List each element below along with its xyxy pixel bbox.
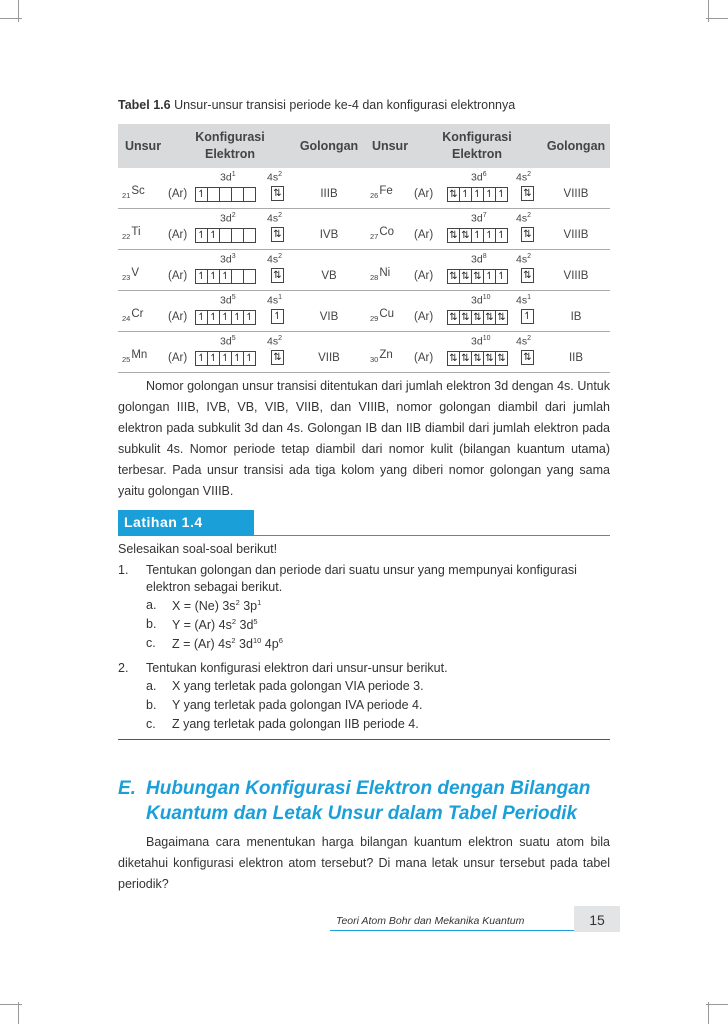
element-sym: Sc — [131, 185, 145, 197]
orbital-box: ⇅ — [460, 351, 472, 366]
element-sym: Ni — [379, 267, 391, 279]
orbital-4s-name: 4s — [516, 253, 528, 266]
noble-gas-core: (Ar) — [168, 352, 188, 364]
table-row — [118, 168, 610, 209]
golongan-value: VIIIB — [563, 188, 589, 200]
formula-part: 4p — [261, 637, 279, 652]
element-sym: Co — [379, 226, 395, 238]
footer-rule — [330, 930, 574, 931]
orbital-3d-exp: 8 — [482, 253, 487, 260]
orbital-4s-exp: 2 — [278, 212, 282, 219]
orbital-box — [244, 228, 256, 243]
header-konfigurasi-l1: Konfigurasi — [442, 130, 512, 144]
formula-sup: 2 — [231, 617, 237, 626]
table-caption-number: Tabel 1.6 — [118, 98, 171, 112]
formula-part: Z = (Ar) 4s — [172, 637, 232, 652]
orbital-box: ↿ — [195, 269, 208, 284]
orbital-3d-name: 3d — [220, 294, 232, 307]
paragraph-golongan-text: Nomor golongan unsur transisi ditentukan dari jumlah elektron 3d dengan 4s. Untuk golongan IIIB, IVB, VB, VIB, VIIB, dan VIIIB, nomor golongan diambil dari jumlah elektron pada subkulit 3d dan 4s. Golongan IB dan IIB diambil dari jumlah elektron pada subkulit 4s. Nomor periode tetap diambil dari nomor kulit (bilangan kuantum utama) terbesar. Pada unsur transisi ada tiga kolom yang diberi nomor golongan yang sama yaitu golongan VIIIB. — [118, 379, 610, 498]
noble-gas-core: (Ar) — [414, 311, 434, 323]
crop-mark — [0, 18, 22, 19]
orbital-4s-exp: 2 — [527, 171, 531, 178]
element-symbol — [122, 226, 141, 241]
section-title-line1: Hubungan Konfigurasi Elektron dengan Bilangan — [146, 778, 591, 799]
orbital-3d-boxes — [195, 351, 256, 365]
orbital-4s-name: 4s — [516, 171, 528, 184]
atomic-number: 22 — [122, 232, 131, 241]
orbital-3d-boxes — [195, 310, 256, 324]
orbital-4s-label — [267, 294, 282, 307]
header-unsur-right: Unsur — [371, 138, 409, 153]
orbital-4s-label — [516, 253, 531, 266]
atomic-number: 27 — [370, 232, 379, 241]
orbital-box: ↿ — [484, 187, 496, 202]
orbital-box — [232, 269, 244, 284]
orbital-box: ↿ — [244, 351, 256, 366]
orbital-box: ⇅ — [460, 310, 472, 325]
orbital-3d-exp: 2 — [231, 212, 236, 219]
orbital-3d-label — [220, 335, 236, 348]
orbital-3d-name: 3d — [471, 212, 483, 225]
option-letter: b. — [146, 617, 157, 631]
golongan-value: IIIB — [320, 188, 338, 200]
orbital-4s-box: ⇅ — [521, 350, 534, 365]
golongan-value: VIB — [319, 311, 339, 323]
orbital-4s-exp: 2 — [527, 212, 531, 219]
orbital-box: ⇅ — [460, 228, 472, 243]
noble-gas-core: (Ar) — [414, 229, 434, 241]
orbital-4s-box: ↿ — [271, 309, 284, 324]
orbital-3d-label — [471, 212, 487, 225]
element-symbol — [122, 349, 147, 364]
orbital-box: ↿ — [496, 269, 508, 284]
orbital-4s-box: ⇅ — [271, 227, 284, 242]
question-1-number: 1. — [118, 563, 129, 577]
orbital-4s-name: 4s — [516, 212, 528, 225]
option-letter: c. — [146, 636, 156, 650]
header-konfigurasi-right — [416, 124, 538, 168]
orbital-3d-exp: 3 — [231, 253, 236, 260]
golongan-value: IB — [570, 311, 582, 323]
element-symbol — [122, 185, 145, 200]
orbital-4s-box: ⇅ — [271, 350, 284, 365]
orbital-3d-boxes — [195, 228, 256, 242]
orbital-3d-name: 3d — [471, 335, 483, 348]
orbital-box — [244, 187, 256, 202]
formula-sup: 1 — [257, 598, 262, 607]
orbital-box: ↿ — [472, 228, 484, 243]
orbital-4s-name: 4s — [516, 335, 528, 348]
orbital-3d-boxes — [195, 187, 256, 201]
orbital-box — [220, 228, 232, 243]
table-caption — [118, 98, 515, 112]
orbital-4s-name: 4s — [267, 212, 279, 225]
header-golongan-right: Golongan — [546, 138, 606, 153]
orbital-3d-exp: 5 — [231, 335, 236, 342]
orbital-box: ⇅ — [460, 269, 472, 284]
header-golongan-left: Golongan — [299, 138, 359, 153]
latihan-divider — [118, 739, 610, 740]
orbital-box: ↿ — [208, 228, 220, 243]
formula-part: Y = (Ar) 4s — [172, 618, 232, 633]
orbital-box: ↿ — [232, 351, 244, 366]
noble-gas-core: (Ar) — [414, 270, 434, 282]
question-2-line1: Tentukan konfigurasi elektron dari unsur-unsur berikut. — [146, 661, 448, 675]
orbital-box: ⇅ — [447, 310, 460, 325]
element-sym: Zn — [379, 349, 393, 361]
noble-gas-core: (Ar) — [414, 188, 434, 200]
orbital-4s-label — [516, 294, 531, 307]
orbital-box: ↿ — [232, 310, 244, 325]
crop-mark — [18, 1002, 19, 1024]
orbital-box: ↿ — [460, 187, 472, 202]
element-symbol — [122, 308, 143, 323]
header-konfigurasi-l2: Elektron — [451, 147, 502, 161]
element-symbol — [370, 349, 393, 364]
orbital-box: ↿ — [195, 310, 208, 325]
orbital-box: ↿ — [208, 310, 220, 325]
orbital-box: ⇅ — [484, 310, 496, 325]
orbital-box: ↿ — [208, 351, 220, 366]
atomic-number: 26 — [370, 191, 379, 200]
orbital-3d-name: 3d — [471, 294, 483, 307]
element-sym: Cr — [131, 308, 144, 320]
element-symbol — [122, 267, 139, 282]
orbital-box: ↿ — [220, 269, 232, 284]
orbital-3d-boxes — [447, 228, 508, 242]
orbital-4s-exp: 2 — [527, 253, 531, 260]
electron-config-table — [118, 124, 610, 373]
element-sym: Cu — [379, 308, 395, 320]
orbital-box: ↿ — [195, 351, 208, 366]
orbital-3d-label — [220, 171, 236, 184]
orbital-4s-box: ↿ — [521, 309, 534, 324]
option-formula — [172, 636, 283, 651]
paragraph-question-text: Bagaimana cara menentukan harga bilangan kuantum elektron suatu atom bila diketahui konfigurasi elektron atom tersebut? Di mana letak unsur tersebut pada tabel periodik? — [118, 835, 610, 891]
orbital-3d-exp: 5 — [231, 294, 236, 301]
question-1-line1: Tentukan golongan dan periode dari suatu unsur yang mempunyai konfigurasi — [146, 563, 577, 577]
formula-part: 3d — [236, 618, 254, 633]
option-text: Z yang terletak pada golongan IIB periode 4. — [172, 717, 419, 731]
table-row — [118, 209, 610, 250]
orbital-3d-name: 3d — [220, 335, 232, 348]
orbital-4s-box: ⇅ — [521, 227, 534, 242]
orbital-4s-exp: 2 — [278, 335, 282, 342]
orbital-3d-label — [471, 294, 490, 307]
orbital-box — [208, 187, 220, 202]
element-sym: Ti — [131, 226, 141, 238]
orbital-box: ⇅ — [447, 351, 460, 366]
table-header — [118, 124, 610, 168]
orbital-4s-exp: 2 — [278, 171, 282, 178]
table-row — [118, 250, 610, 291]
orbital-4s-label — [267, 253, 282, 266]
element-sym: V — [131, 267, 140, 279]
golongan-value: VB — [321, 270, 337, 282]
orbital-3d-exp: 6 — [482, 171, 487, 178]
orbital-box: ↿ — [496, 187, 508, 202]
orbital-box: ↿ — [195, 187, 208, 202]
formula-sup: 2 — [231, 636, 236, 645]
orbital-4s-label — [516, 212, 531, 225]
header-unsur-left: Unsur — [124, 138, 162, 153]
orbital-4s-name: 4s — [516, 294, 528, 307]
orbital-4s-name: 4s — [267, 171, 279, 184]
page-number: 15 — [574, 906, 620, 932]
paragraph-question — [118, 832, 610, 895]
orbital-4s-exp: 2 — [278, 253, 282, 260]
option-formula — [172, 617, 258, 632]
noble-gas-core: (Ar) — [168, 229, 188, 241]
element-symbol — [370, 185, 393, 200]
orbital-4s-name: 4s — [267, 335, 279, 348]
orbital-box: ⇅ — [472, 351, 484, 366]
orbital-box: ⇅ — [447, 187, 460, 202]
formula-sup: 6 — [278, 636, 283, 645]
orbital-3d-name: 3d — [220, 212, 232, 225]
orbital-box: ⇅ — [496, 351, 508, 366]
orbital-4s-exp: 1 — [527, 294, 531, 301]
latihan-title: Latihan 1.4 — [118, 510, 254, 535]
element-symbol — [370, 308, 394, 323]
orbital-4s-name: 4s — [267, 253, 279, 266]
orbital-box: ↿ — [484, 269, 496, 284]
element-symbol — [370, 226, 394, 241]
table-row — [118, 332, 610, 373]
orbital-4s-box: ⇅ — [271, 268, 284, 283]
table-row — [118, 291, 610, 332]
orbital-4s-box: ⇅ — [271, 186, 284, 201]
orbital-3d-label — [471, 253, 487, 266]
orbital-3d-exp: 7 — [482, 212, 487, 219]
option-letter: a. — [146, 679, 157, 693]
orbital-box: ↿ — [195, 228, 208, 243]
orbital-3d-boxes — [447, 187, 508, 201]
orbital-4s-box: ⇅ — [521, 186, 534, 201]
golongan-value: VIIIB — [563, 229, 589, 241]
option-text: Y yang terletak pada golongan IVA periode 4. — [172, 698, 423, 712]
orbital-box: ⇅ — [496, 310, 508, 325]
option-formula — [172, 598, 261, 613]
orbital-3d-name: 3d — [471, 171, 483, 184]
orbital-box: ↿ — [484, 228, 496, 243]
formula-sup: 2 — [235, 598, 240, 607]
option-letter: a. — [146, 598, 157, 612]
orbital-4s-box: ⇅ — [521, 268, 534, 283]
crop-mark — [0, 1004, 22, 1005]
paragraph-golongan — [118, 376, 610, 502]
header-konfigurasi-l1: Konfigurasi — [195, 130, 265, 144]
crop-mark — [706, 18, 728, 19]
question-2-number: 2. — [118, 661, 129, 675]
orbital-4s-name: 4s — [267, 294, 279, 307]
crop-mark — [706, 1004, 728, 1005]
orbital-4s-label — [516, 335, 531, 348]
header-konfigurasi-left — [170, 124, 290, 168]
section-title-line2: Kuantum dan Letak Unsur dalam Tabel Periodik — [146, 803, 578, 824]
latihan-header — [118, 510, 610, 536]
atomic-number: 24 — [122, 314, 131, 323]
noble-gas-core: (Ar) — [168, 311, 188, 323]
orbital-box: ↿ — [472, 187, 484, 202]
orbital-box: ⇅ — [447, 228, 460, 243]
atomic-number: 28 — [370, 273, 379, 282]
element-sym: Fe — [379, 185, 393, 197]
question-1-line2: elektron sebagai berikut. — [146, 580, 283, 594]
orbital-box — [244, 269, 256, 284]
orbital-3d-label — [220, 294, 236, 307]
orbital-3d-label — [471, 335, 490, 348]
orbital-box: ⇅ — [472, 310, 484, 325]
orbital-box: ⇅ — [447, 269, 460, 284]
golongan-value: IIB — [568, 352, 584, 364]
orbital-3d-boxes — [447, 310, 508, 324]
noble-gas-core: (Ar) — [168, 270, 188, 282]
formula-part: X = (Ne) 3s — [172, 599, 236, 614]
orbital-box: ↿ — [244, 310, 256, 325]
golongan-value: IVB — [319, 229, 339, 241]
golongan-value: VIIIB — [563, 270, 589, 282]
formula-part: 3p — [239, 599, 258, 614]
latihan-intro: Selesaikan soal-soal berikut! — [118, 542, 278, 556]
orbital-3d-boxes — [447, 269, 508, 283]
orbital-3d-exp: 10 — [482, 335, 491, 342]
golongan-value: VIIB — [318, 352, 340, 364]
orbital-box: ⇅ — [484, 351, 496, 366]
orbital-3d-exp: 10 — [482, 294, 491, 301]
formula-part: 3d — [235, 637, 253, 652]
orbital-3d-name: 3d — [220, 171, 232, 184]
orbital-box: ⇅ — [472, 269, 484, 284]
orbital-4s-label — [267, 212, 282, 225]
orbital-box: ↿ — [496, 228, 508, 243]
orbital-box — [232, 228, 244, 243]
orbital-4s-label — [267, 335, 282, 348]
orbital-box: ↿ — [208, 269, 220, 284]
noble-gas-core: (Ar) — [168, 188, 188, 200]
orbital-4s-exp: 1 — [278, 294, 282, 301]
orbital-box — [220, 187, 232, 202]
table-caption-text: Unsur-unsur transisi periode ke-4 dan konfigurasi elektronnya — [174, 98, 516, 112]
formula-sup: 10 — [252, 636, 262, 645]
noble-gas-core: (Ar) — [414, 352, 434, 364]
header-konfigurasi-l2: Elektron — [204, 147, 255, 161]
atomic-number: 25 — [122, 355, 131, 364]
orbital-4s-label — [267, 171, 282, 184]
orbital-3d-label — [471, 171, 487, 184]
orbital-4s-exp: 2 — [527, 335, 531, 342]
orbital-3d-boxes — [447, 351, 508, 365]
atomic-number: 29 — [370, 314, 379, 323]
element-symbol — [370, 267, 390, 282]
orbital-box: ↿ — [220, 351, 232, 366]
option-text: X yang terletak pada golongan VIA periode 3. — [172, 679, 424, 693]
orbital-box — [232, 187, 244, 202]
orbital-3d-name: 3d — [471, 253, 483, 266]
orbital-box: ↿ — [220, 310, 232, 325]
atomic-number: 30 — [370, 355, 379, 364]
formula-sup: 5 — [253, 617, 258, 626]
orbital-3d-exp: 1 — [231, 171, 236, 178]
crop-mark — [708, 1002, 709, 1024]
section-letter: E. — [118, 778, 136, 799]
option-letter: c. — [146, 717, 156, 731]
orbital-4s-label — [516, 171, 531, 184]
orbital-3d-label — [220, 253, 236, 266]
orbital-3d-name: 3d — [220, 253, 232, 266]
table-body — [118, 168, 610, 373]
orbital-3d-label — [220, 212, 236, 225]
element-sym: Mn — [131, 349, 148, 361]
orbital-3d-boxes — [195, 269, 256, 283]
atomic-number: 21 — [122, 191, 131, 200]
option-letter: b. — [146, 698, 157, 712]
footer-running-title: Teori Atom Bohr dan Mekanika Kuantum — [336, 915, 525, 927]
atomic-number: 23 — [122, 273, 131, 282]
